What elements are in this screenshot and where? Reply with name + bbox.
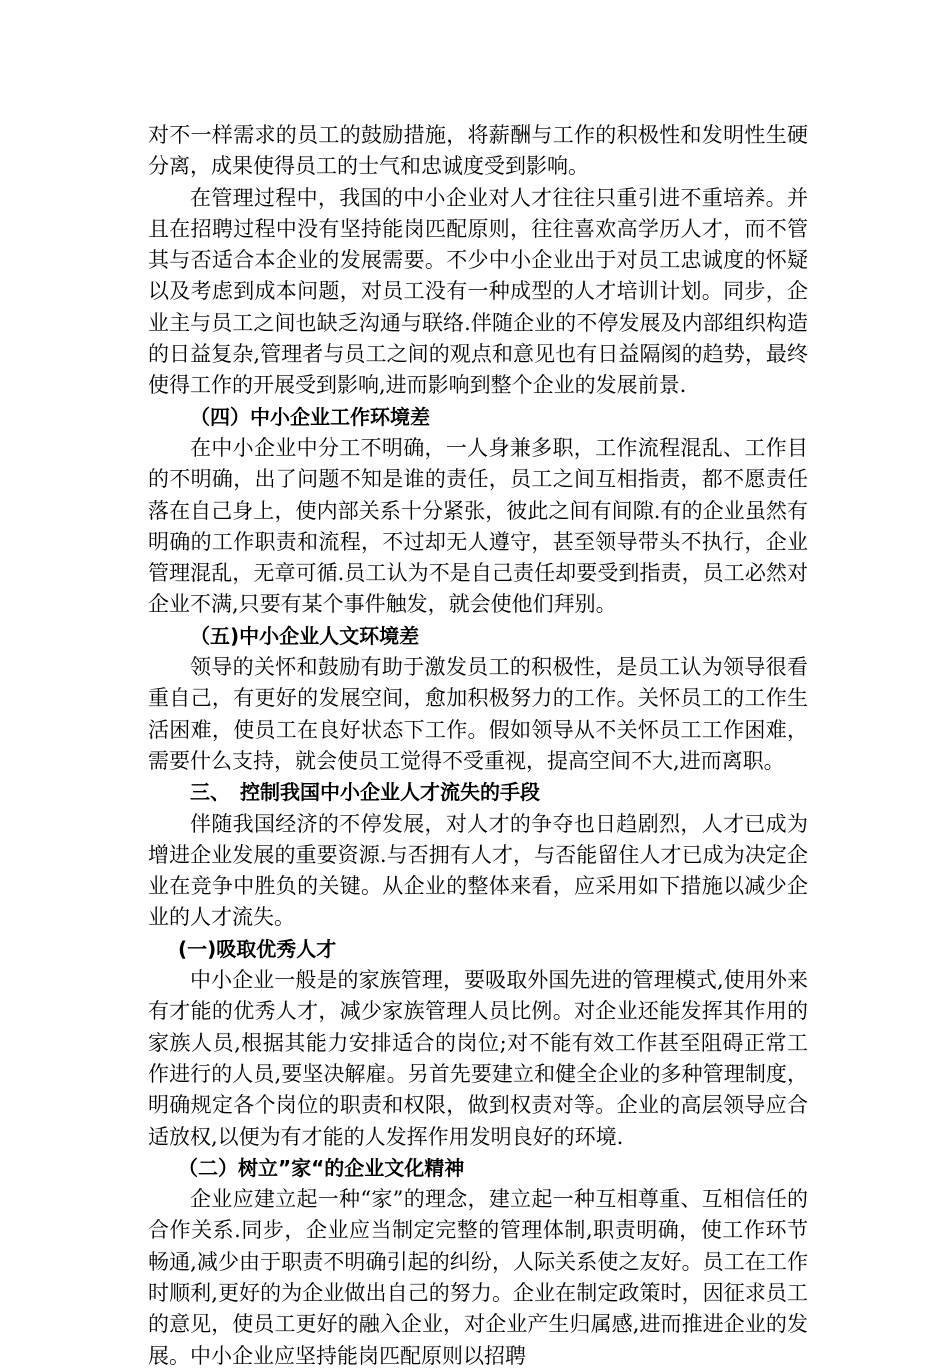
heading-humanistic-environment: （五)中小企业人文环境差 [190,623,420,648]
heading-section-three: 三、 控制我国中小企业人才流失的手段 [190,780,540,805]
paragraph-humanistic-environment: 领导的关怀和鼓励有助于激发员工的积极性，是员工认为领导很看重自己，有更好的发展空间，愈加积极努力的工作。关怀员工的工作生活困难，使员工在良好状态下工作。假如领导从不关怀员工工作困难，需要什么支持，就会使员工觉得不受重视，提高空间不大,进而离职。 [148,655,808,773]
paragraph-intro: 对不一样需求的员工的鼓励措施，将薪酬与工作的积极性和发明性生硬分离，成果使得员工的士气和忠诚度受到影响。 [148,123,808,179]
paragraph-section-three: 伴随我国经济的不停发展，对人才的争夺也日趋剧烈，人才已成为增进企业发展的重要资源.与否拥有人才，与否能留住人才已成为决定企业在竞争中胜负的关键。从企业的整体来看，应采用如下措施以减少企业的人才流失。 [148,811,808,930]
heading-attract-talent: (一)吸取优秀人才 [178,936,337,961]
paragraph-management: 在管理过程中，我国的中小企业对人才往往只重引进不重培养。并且在招聘过程中没有坚持能岗匹配原则，往往喜欢高学历人才，而不管其与否适合本企业的发展需要。不少中小企业出于对员工忠诚度的怀疑以及考虑到成本问题，对员工没有一种成型的人才培训计划。同步，企业主与员工之间也缺乏沟通与联络.伴随企业的不停发展及内部组织构造的日益复杂,管理者与员工之间的观点和意见也有日益隔阂的趋势，最终使得工作的开展受到影响,进而影响到整个企业的发展前景. [148,185,808,398]
heading-home-culture: （二）树立”家“的企业文化精神 [178,1155,465,1180]
paragraph-home-culture: 企业应建立起一种“家”的理念，建立起一种互相尊重、互相信任的合作关系.同步，企业应当制定完整的管理体制,职责明确，使工作环节畅通,减少由于职责不明确引起的纠纷，人际关系使之友好。员工在工作时顺利,更好的为企业做出自己的努力。企业在制定政策时，因征求员工的意见，使员工更好的融入企业，对企业产生归属感,进而推进企业的发展。中小企业应坚持能岗匹配原则以招聘 [148,1187,808,1368]
paragraph-work-environment: 在中小企业中分工不明确，一人身兼多职，工作流程混乱、工作目的不明确，出了问题不知是谁的责任，员工之间互相指责，都不愿责任落在自己身上，使内部关系十分紧张，彼此之间有间隙.有的企业虽然有明确的工作职责和流程，不过却无人遵守，甚至领导带头不执行，企业管理混乱，无章可循.员工认为不是自己责任却要受到指责，员工必然对企业不满,只要有某个事件触发，就会使他们拜别。 [148,435,808,617]
paragraph-attract-talent: 中小企业一般是的家族管理，要吸取外国先进的管理模式,使用外来有才能的优秀人才，减少家族管理人员比例。对企业还能发挥其作用的家族人员,根据其能力安排适合的岗位;对不能有效工作甚至阻碍正常工作进行的人员,要坚决解雇。另首先要建立和健全企业的多种管理制度，明确规定各个岗位的职责和权限，做到权责对等。企业的高层领导应合适放权,以便为有才能的人发挥作用发明良好的环境. [148,968,808,1149]
heading-work-environment: （四）中小企业工作环境差 [190,404,430,429]
document-body [148,120,808,1372]
